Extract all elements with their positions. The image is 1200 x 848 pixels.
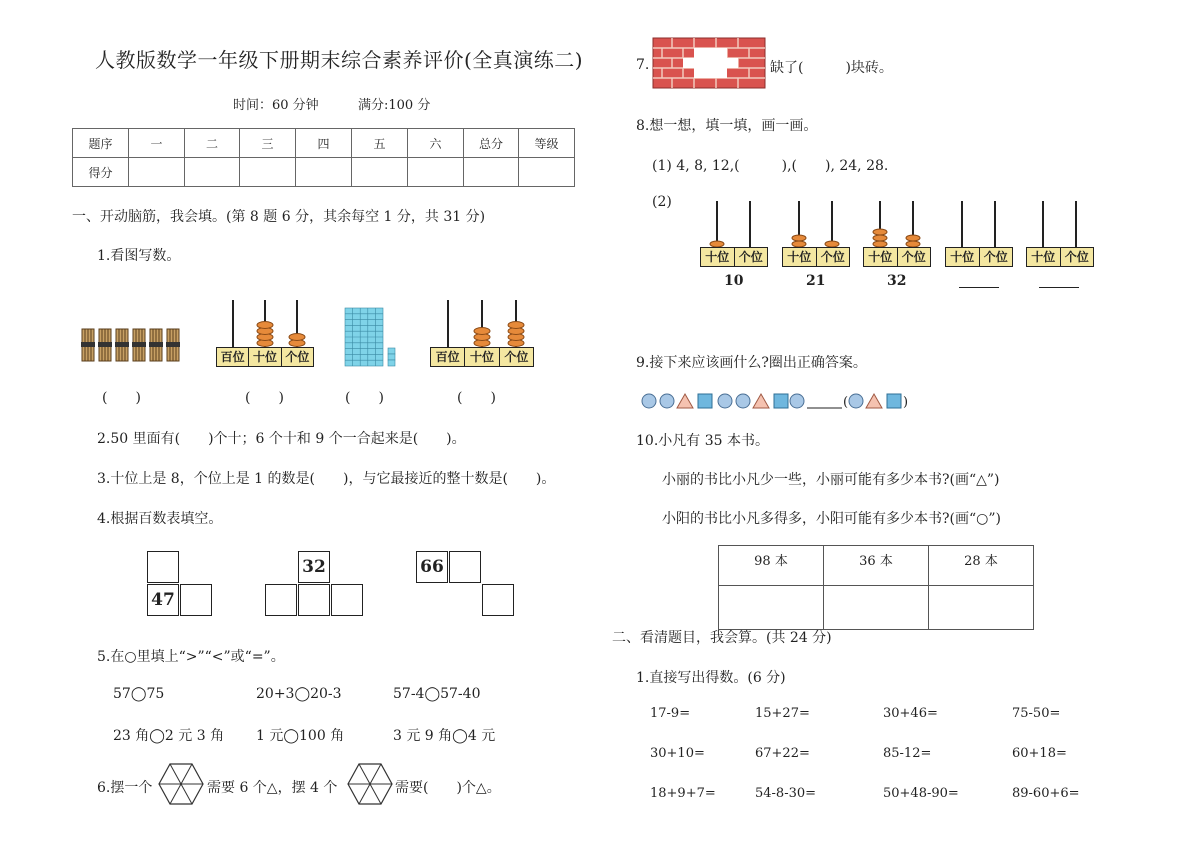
- question-6-part-b: 需要 6 个△，摆 4 个: [207, 780, 338, 796]
- tens-label: 十位: [1027, 248, 1061, 266]
- compare-item[interactable]: 3 元 9 角◯4 元: [393, 728, 496, 744]
- calc-item[interactable]: 50+48-90=: [883, 786, 959, 801]
- grid-cell[interactable]: [265, 584, 297, 616]
- calc-item[interactable]: 17-9=: [650, 706, 691, 721]
- hexagon-icon: [157, 762, 205, 806]
- question-10: 10.小凡有 35 本书。: [636, 433, 769, 449]
- question-6-part-c: 需要( )个△。: [395, 780, 501, 796]
- question-8-part-2: (2): [652, 194, 672, 210]
- brick-wall-picture: [652, 37, 766, 89]
- abacus-tens-10: [700, 200, 768, 268]
- book-option: 98 本: [719, 546, 824, 586]
- question-1: 1.看图写数。: [97, 248, 181, 264]
- ones-label: 个位: [1064, 250, 1089, 264]
- abacus-place-labels: [430, 347, 534, 367]
- calc-item[interactable]: 30+46=: [883, 706, 938, 721]
- abacus-rods-icon: [430, 298, 534, 348]
- grid-cell[interactable]: [298, 584, 330, 616]
- score-cell[interactable]: [464, 158, 519, 187]
- score-cell[interactable]: [352, 158, 408, 187]
- hexagon-icon: [346, 762, 394, 806]
- calc-item[interactable]: 85-12=: [883, 746, 932, 761]
- abacus-place-labels: [863, 247, 931, 267]
- ones-label: 个位: [820, 250, 845, 264]
- compare-item[interactable]: 20+3◯20-3: [256, 686, 342, 702]
- abacus-rods-icon: [782, 200, 850, 248]
- score-cell[interactable]: [240, 158, 296, 187]
- grid-cell[interactable]: [331, 584, 363, 616]
- score-header-cell: 等级: [519, 129, 575, 158]
- abacus-place-labels: [700, 247, 768, 267]
- ones-label: 个位: [901, 250, 926, 264]
- calc-item[interactable]: 60+18=: [1012, 746, 1067, 761]
- question-4: 4.根据百数表填空。: [97, 511, 223, 527]
- abacus-place-labels: [945, 247, 1013, 267]
- book-answer-cell[interactable]: [824, 586, 929, 630]
- abacus-rods-icon: [863, 200, 931, 248]
- tens-label: 十位: [864, 248, 898, 266]
- abacus-rods-icon: [216, 298, 314, 348]
- grid-cell-47: 47: [147, 584, 179, 616]
- abacus-hundreds-a: [216, 298, 314, 368]
- grid-cell[interactable]: [180, 584, 212, 616]
- question-8: 8.想一想，填一填，画一画。: [636, 118, 818, 134]
- section2-heading: 二、看清题目，我会算。(共 24 分): [612, 630, 832, 646]
- page-title: 人教版数学一年级下册期末综合素养评价(全真演练二): [95, 48, 584, 72]
- ones-label: 个位: [285, 350, 310, 364]
- question-8-part-1: (1) 4, 8, 12,( ),( ), 24, 28.: [652, 158, 889, 174]
- question-7: 缺了( )块砖。: [770, 60, 893, 76]
- score-header-cell: 一: [129, 129, 185, 158]
- question-9: 9.接下来应该画什么?圈出正确答案。: [636, 355, 867, 371]
- question-3: 3.十位上是 8，个位上是 1 的数是( )，与它最接近的整十数是( )。: [97, 471, 556, 487]
- score-cell[interactable]: [519, 158, 575, 187]
- section1-heading: 一、开动脑筋，我会填。(第 8 题 6 分，其余每空 1 分，共 31 分): [72, 209, 486, 225]
- time-info: 时间：60 分钟: [233, 98, 319, 113]
- calc-item[interactable]: 89-60+6=: [1012, 786, 1080, 801]
- grid-cell[interactable]: [147, 551, 179, 583]
- ones-label: 个位: [738, 250, 763, 264]
- ones-label: 个位: [983, 250, 1008, 264]
- score-header-cell: 六: [408, 129, 464, 158]
- grid-cell[interactable]: [482, 584, 514, 616]
- abacus-place-labels: [1026, 247, 1094, 267]
- question-10-part-b: 小阳的书比小凡多得多，小阳可能有多少本书?(画“○”): [662, 511, 1001, 527]
- question-7-number: 7.: [636, 57, 650, 73]
- answer-blank[interactable]: ( ): [345, 390, 384, 406]
- abacus-answer-line[interactable]: [1039, 287, 1079, 288]
- calc-item[interactable]: 75-50=: [1012, 706, 1061, 721]
- calc-item[interactable]: 54-8-30=: [755, 786, 817, 801]
- abacus-hundreds-b: [430, 298, 534, 368]
- compare-item[interactable]: 57-4◯57-40: [393, 686, 481, 702]
- score-table: [72, 128, 575, 187]
- score-cell[interactable]: [296, 158, 352, 187]
- score-cell[interactable]: [185, 158, 240, 187]
- abacus-value: 21: [806, 273, 826, 289]
- abacus-rods-icon: [700, 200, 768, 248]
- compare-item[interactable]: 23 角◯2 元 3 角: [113, 728, 225, 744]
- book-answer-cell[interactable]: [929, 586, 1034, 630]
- abacus-answer-line[interactable]: [959, 287, 999, 288]
- hundreds-label: 百位: [431, 348, 465, 366]
- hundred-cubes-picture: [343, 306, 399, 368]
- book-option: 36 本: [824, 546, 929, 586]
- score-cell[interactable]: [129, 158, 185, 187]
- tens-label: 十位: [465, 348, 499, 366]
- question-5: 5.在○里填上“>”“<”或“=”。: [97, 649, 285, 665]
- calc-item[interactable]: 67+22=: [755, 746, 810, 761]
- question-2: 2.50 里面有( )个十；6 个十和 9 个一合起来是( )。: [97, 431, 466, 447]
- score-cell[interactable]: [408, 158, 464, 187]
- abacus-tens-21: [782, 200, 850, 268]
- question-10-part-a: 小丽的书比小凡少一些，小丽可能有多少本书?(画“△”): [662, 472, 1000, 488]
- abacus-place-labels: [216, 347, 314, 367]
- bundled-sticks-picture: [80, 325, 188, 365]
- compare-item[interactable]: 57◯75: [113, 686, 165, 702]
- score-header-cell: 三: [240, 129, 296, 158]
- abacus-place-labels: [782, 247, 850, 267]
- abacus-rods-icon: [945, 200, 1013, 248]
- grid-cell[interactable]: [449, 551, 481, 583]
- hundreds-label: 百位: [217, 348, 249, 366]
- stick-bundle-icon: [81, 329, 95, 361]
- book-answer-row: [719, 586, 1034, 630]
- svg-text:): ): [903, 395, 909, 410]
- section2-question-1: 1.直接写出得数。(6 分): [636, 670, 786, 686]
- abacus-value: 10: [724, 273, 744, 289]
- full-score-info: 满分:100 分: [358, 98, 431, 113]
- abacus-tens-blank-a[interactable]: [945, 200, 1013, 268]
- question-6-part-a: 6.摆一个: [97, 780, 153, 796]
- score-table-header-row: [73, 129, 575, 158]
- compare-item[interactable]: 1 元◯100 角: [256, 728, 345, 744]
- answer-blank[interactable]: ( ): [245, 390, 284, 406]
- calc-item[interactable]: 30+10=: [650, 746, 705, 761]
- svg-text:(: (: [843, 395, 849, 410]
- calc-item[interactable]: 18+9+7=: [650, 786, 716, 801]
- book-answer-cell[interactable]: [719, 586, 824, 630]
- score-row-label: 得分: [73, 158, 129, 187]
- abacus-tens-32: [863, 200, 931, 268]
- score-header-cell: 总分: [464, 129, 519, 158]
- answer-blank[interactable]: ( ): [102, 390, 141, 406]
- answer-blank[interactable]: ( ): [457, 390, 496, 406]
- book-option: 28 本: [929, 546, 1034, 586]
- ones-label: 个位: [504, 350, 529, 364]
- score-header-cell: 题序: [73, 129, 129, 158]
- book-options-row: [719, 546, 1034, 586]
- score-header-cell: 四: [296, 129, 352, 158]
- tens-label: 十位: [249, 348, 281, 366]
- book-options-table: [718, 545, 1034, 630]
- abacus-rods-icon: [1026, 200, 1094, 248]
- grid-cell-66: 66: [416, 551, 448, 583]
- grid-cell-32: 32: [298, 551, 330, 583]
- score-table-score-row: [73, 158, 575, 187]
- tens-label: 十位: [783, 248, 817, 266]
- shape-pattern-sequence: [640, 391, 912, 411]
- tens-label: 十位: [701, 248, 735, 266]
- score-header-cell: 五: [352, 129, 408, 158]
- abacus-value: 32: [887, 273, 907, 289]
- score-header-cell: 二: [185, 129, 240, 158]
- tens-label: 十位: [946, 248, 980, 266]
- abacus-tens-blank-b[interactable]: [1026, 200, 1094, 268]
- calc-item[interactable]: 15+27=: [755, 706, 810, 721]
